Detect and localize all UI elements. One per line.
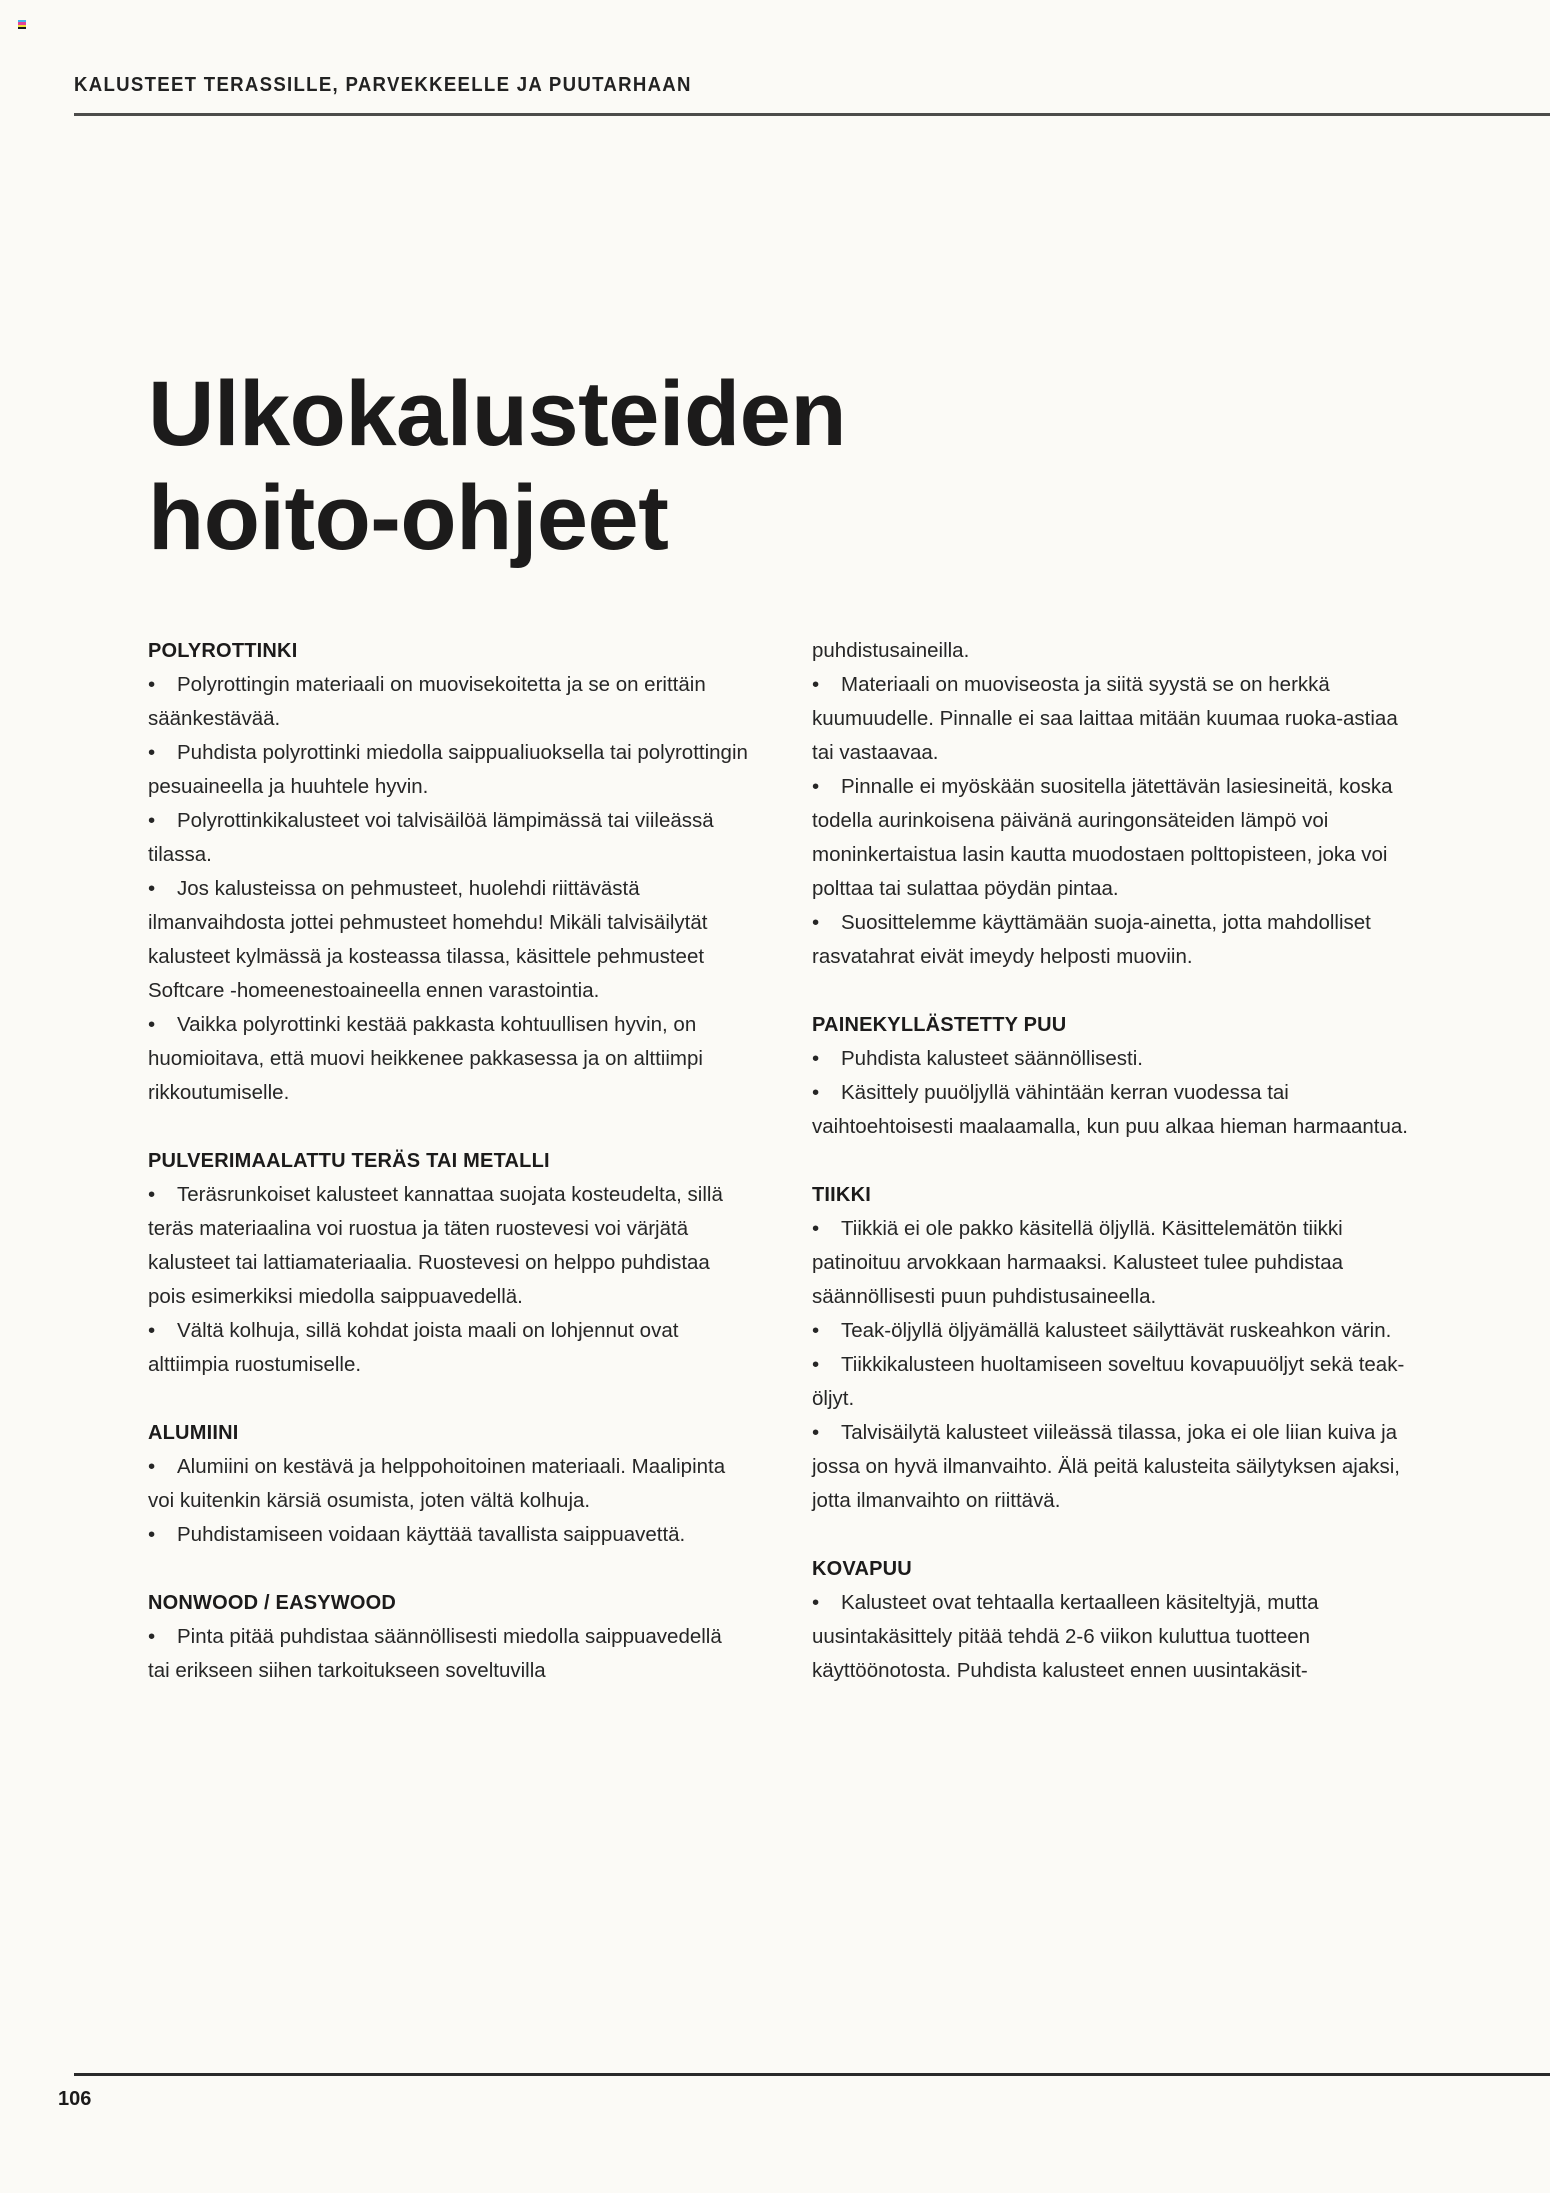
right-column — [812, 634, 1412, 1722]
list-item: • Talvisäilytä kalusteet viileässä tilassa, joka ei ole liian kuiva ja jossa on hyvä ilmanvaihto. Älä peitä kalusteita säilytyksen ajaksi, jotta ilmanvaihto on riittävä. — [812, 1416, 1412, 1518]
list-item: • Polyrottingin materiaali on muovisekoitetta ja se on erittäin säänkestävää. — [148, 668, 748, 736]
section-heading: ALUMIINI — [148, 1422, 239, 1444]
left-column — [148, 634, 748, 1722]
section-heading: PAINEKYLLÄSTETTY PUU — [812, 1014, 1067, 1036]
list-item: • Materiaali on muoviseosta ja siitä syystä se on herkkä kuumuudelle. Pinnalle ei saa laittaa mitään kuumaa ruoka-astiaa tai vastaavaa. — [812, 668, 1412, 770]
section-heading: PULVERIMAALATTU TERÄS TAI METALLI — [148, 1150, 550, 1172]
list-item: • Puhdista kalusteet säännöllisesti. — [812, 1042, 1412, 1076]
print-color-mark — [18, 20, 26, 29]
page-title-line-2: hoito-ohjeet — [148, 467, 669, 569]
list-item: • Puhdista polyrottinki miedolla saippualiuoksella tai polyrottingin pesuaineella ja huuhtele hyvin. — [148, 736, 748, 804]
header-divider — [74, 113, 1550, 116]
page-number: 106 — [58, 2088, 92, 2110]
list-item: • Puhdistamiseen voidaan käyttää tavallista saippuavettä. — [148, 1518, 748, 1552]
list-item: • Käsittely puuöljyllä vähintään kerran vuodessa tai vaihtoehtoisesti maalaamalla, kun puu alkaa hieman harmaantua. — [812, 1076, 1412, 1144]
section-nonwood-continued — [812, 634, 1412, 974]
list-item: • Jos kalusteissa on pehmusteet, huolehdi riittävästä ilmanvaihdosta jottei pehmusteet homehdu! Mikäli talvisäilytät kalusteet kylmässä ja kosteassa tilassa, käsittele pehmusteet Softcare -homeenestoaineella ennen varastointia. — [148, 872, 748, 1008]
list-item: • Polyrottinkikalusteet voi talvisäilöä lämpimässä tai viileässä tilassa. — [148, 804, 748, 872]
list-item: • Vältä kolhuja, sillä kohdat joista maali on lohjennut ovat alttiimpia ruostumiselle. — [148, 1314, 748, 1382]
continued-text: puhdistusaineilla. — [812, 639, 970, 662]
page-title-line-1: Ulkokalusteiden — [148, 363, 847, 465]
section-pulverimaalattu-teras — [148, 1144, 748, 1382]
section-polyrottinki — [148, 634, 748, 1110]
page-title — [148, 362, 846, 570]
list-item: • Suosittelemme käyttämään suoja-ainetta, jotta mahdolliset rasvatahrat eivät imeydy helposti muoviin. — [812, 906, 1412, 974]
list-item: • Alumiini on kestävä ja helppohoitoinen materiaali. Maalipinta voi kuitenkin kärsiä osumista, joten vältä kolhuja. — [148, 1450, 748, 1518]
section-nonwood-easywood — [148, 1586, 748, 1688]
list-item: • Pinnalle ei myöskään suositella jätettävän lasiesineitä, koska todella aurinkoisena päivänä auringonsäteiden lämpö voi moninkertaistua lasin kautta muodostaen polttopisteen, joka voi polttaa tai sulattaa pöydän pintaa. — [812, 770, 1412, 906]
color-swatch-black — [18, 27, 26, 29]
section-painekyllastetty-puu — [812, 1008, 1412, 1144]
running-header: KALUSTEET TERASSILLE, PARVEKKEELLE JA PUUTARHAAN — [74, 74, 692, 96]
section-alumiini — [148, 1416, 748, 1552]
list-item: • Teräsrunkoiset kalusteet kannattaa suojata kosteudelta, sillä teräs materiaalina voi ruostua ja täten ruostevesi voi värjätä kalusteet tai lattiamateriaalia. Ruostevesi on helppo puhdistaa pois esimerkiksi miedolla saippuavedellä. — [148, 1178, 748, 1314]
list-item: • Tiikkikalusteen huoltamiseen soveltuu kovapuuöljyt sekä teak-öljyt. — [812, 1348, 1412, 1416]
section-heading: KOVAPUU — [812, 1558, 912, 1580]
footer-divider — [74, 2073, 1550, 2076]
section-heading: POLYROTTINKI — [148, 640, 298, 662]
section-heading: NONWOOD / EASYWOOD — [148, 1592, 397, 1614]
list-item: • Vaikka polyrottinki kestää pakkasta kohtuullisen hyvin, on huomioitava, että muovi heikkenee pakkasessa ja on alttiimpi rikkoutumiselle. — [148, 1008, 748, 1110]
section-heading: TIIKKI — [812, 1184, 871, 1206]
list-item: • Tiikkiä ei ole pakko käsitellä öljyllä. Käsittelemätön tiikki patinoituu arvokkaan harmaaksi. Kalusteet tulee puhdistaa säännöllisesti puun puhdistusaineella. — [812, 1212, 1412, 1314]
section-tiikki — [812, 1178, 1412, 1518]
list-item: • Kalusteet ovat tehtaalla kertaalleen käsiteltyjä, mutta uusintakäsittely pitää tehdä 2-6 viikon kuluttua tuotteen käyttöönotosta. Puhdista kalusteet ennen uusintakäsit- — [812, 1586, 1412, 1688]
list-item: • Pinta pitää puhdistaa säännöllisesti miedolla saippuavedellä tai erikseen siihen tarkoitukseen soveltuvilla — [148, 1620, 748, 1688]
section-kovapuu — [812, 1552, 1412, 1688]
list-item: • Teak-öljyllä öljyämällä kalusteet säilyttävät ruskeahkon värin. — [812, 1314, 1412, 1348]
